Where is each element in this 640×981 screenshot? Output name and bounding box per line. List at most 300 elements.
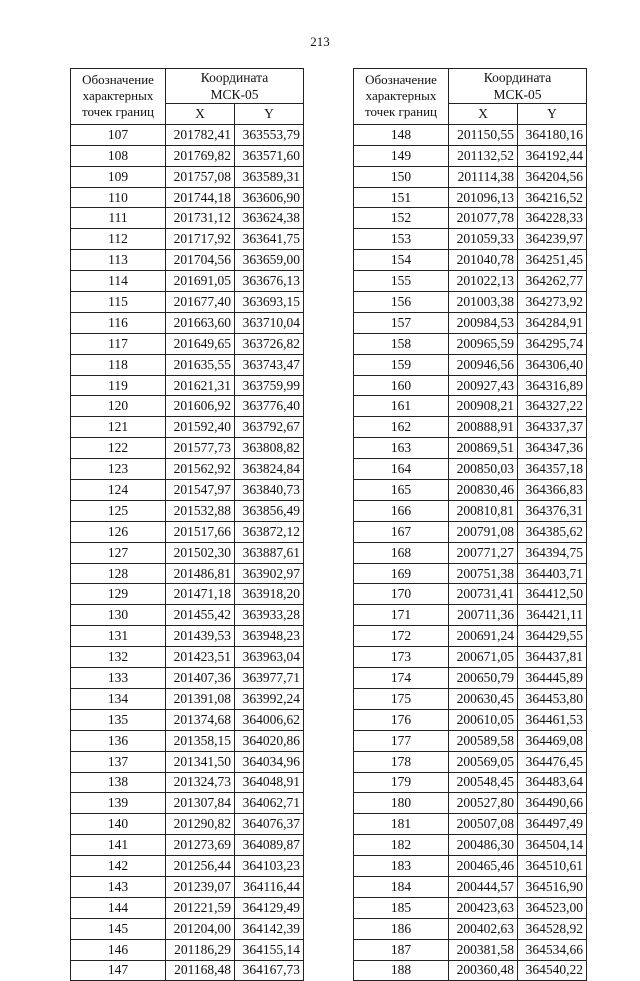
y-cell: 364262,77 — [518, 271, 587, 292]
x-cell: 200402,63 — [449, 918, 518, 939]
x-cell: 200711,36 — [449, 605, 518, 626]
point-id-cell: 148 — [354, 124, 449, 145]
x-cell: 200610,05 — [449, 709, 518, 730]
point-id-cell: 153 — [354, 229, 449, 250]
coordinate-line-1: Координата — [200, 70, 269, 85]
y-cell: 363659,00 — [235, 250, 304, 271]
x-cell: 200486,30 — [449, 835, 518, 856]
point-id-cell: 173 — [354, 647, 449, 668]
point-id-cell: 112 — [71, 229, 166, 250]
table-row — [354, 250, 587, 271]
x-header: X — [449, 104, 518, 125]
y-cell: 363776,40 — [235, 396, 304, 417]
x-cell: 200810,81 — [449, 500, 518, 521]
y-cell: 364403,71 — [518, 563, 587, 584]
x-cell: 201204,00 — [166, 918, 235, 939]
point-id-cell: 178 — [354, 751, 449, 772]
y-cell: 363589,31 — [235, 166, 304, 187]
table-row — [71, 250, 304, 271]
x-cell: 201374,68 — [166, 709, 235, 730]
point-id-cell: 175 — [354, 688, 449, 709]
x-cell: 201502,30 — [166, 542, 235, 563]
y-cell: 364155,14 — [235, 939, 304, 960]
point-id-cell: 142 — [71, 856, 166, 877]
y-cell: 364228,33 — [518, 208, 587, 229]
x-cell: 201150,55 — [449, 124, 518, 145]
point-id-cell: 134 — [71, 688, 166, 709]
table-body-left — [71, 124, 304, 981]
y-cell: 363553,79 — [235, 124, 304, 145]
point-id-cell: 188 — [354, 960, 449, 981]
x-cell: 200360,48 — [449, 960, 518, 981]
x-cell: 201358,15 — [166, 730, 235, 751]
table-row — [71, 208, 304, 229]
y-cell: 364540,22 — [518, 960, 587, 981]
table-row — [354, 542, 587, 563]
table-row — [354, 417, 587, 438]
x-cell: 201239,07 — [166, 876, 235, 897]
point-id-cell: 118 — [71, 354, 166, 375]
y-cell: 364385,62 — [518, 521, 587, 542]
table-row — [71, 145, 304, 166]
x-cell: 201731,12 — [166, 208, 235, 229]
point-id-cell: 160 — [354, 375, 449, 396]
point-id-cell: 187 — [354, 939, 449, 960]
x-cell: 201663,60 — [166, 312, 235, 333]
y-cell: 363710,04 — [235, 312, 304, 333]
point-id-cell: 146 — [71, 939, 166, 960]
y-cell: 364437,81 — [518, 647, 587, 668]
x-cell: 200589,58 — [449, 730, 518, 751]
point-id-cell: 182 — [354, 835, 449, 856]
x-cell: 200671,05 — [449, 647, 518, 668]
table-row — [71, 688, 304, 709]
y-cell: 364516,90 — [518, 876, 587, 897]
x-cell: 201341,50 — [166, 751, 235, 772]
y-cell: 364204,56 — [518, 166, 587, 187]
y-cell: 364316,89 — [518, 375, 587, 396]
x-cell: 200691,24 — [449, 626, 518, 647]
x-cell: 201273,69 — [166, 835, 235, 856]
y-cell: 363571,60 — [235, 145, 304, 166]
y-cell: 364453,80 — [518, 688, 587, 709]
table-row — [354, 709, 587, 730]
table-row — [354, 605, 587, 626]
point-id-cell: 116 — [71, 312, 166, 333]
y-cell: 364103,23 — [235, 856, 304, 877]
point-id-cell: 121 — [71, 417, 166, 438]
x-cell: 201059,33 — [449, 229, 518, 250]
table-row — [354, 793, 587, 814]
x-cell: 201096,13 — [449, 187, 518, 208]
table-row — [354, 500, 587, 521]
table-row — [71, 480, 304, 501]
table-row — [71, 772, 304, 793]
x-cell: 201307,84 — [166, 793, 235, 814]
table-row — [354, 229, 587, 250]
x-cell: 201022,13 — [449, 271, 518, 292]
y-cell: 363887,61 — [235, 542, 304, 563]
x-cell: 201635,55 — [166, 354, 235, 375]
y-cell: 364504,14 — [518, 835, 587, 856]
point-id-cell: 111 — [71, 208, 166, 229]
point-id-cell: 138 — [71, 772, 166, 793]
table-row — [354, 918, 587, 939]
table-row — [354, 876, 587, 897]
y-cell: 364497,49 — [518, 814, 587, 835]
x-cell: 201606,92 — [166, 396, 235, 417]
y-cell: 364469,08 — [518, 730, 587, 751]
point-id-cell: 179 — [354, 772, 449, 793]
x-cell: 200527,80 — [449, 793, 518, 814]
x-cell: 201621,31 — [166, 375, 235, 396]
table-row — [354, 751, 587, 772]
designation-line-3: точек границ — [81, 104, 155, 120]
coordinate-header — [449, 69, 587, 104]
x-cell: 201132,52 — [449, 145, 518, 166]
point-id-cell: 168 — [354, 542, 449, 563]
x-cell: 201003,38 — [449, 292, 518, 313]
x-cell: 200984,53 — [449, 312, 518, 333]
y-cell: 364251,45 — [518, 250, 587, 271]
y-cell: 363792,67 — [235, 417, 304, 438]
designation-line-2: характерных — [365, 88, 437, 104]
y-cell: 364337,37 — [518, 417, 587, 438]
table-row — [354, 772, 587, 793]
x-cell: 201221,59 — [166, 897, 235, 918]
y-cell: 364284,91 — [518, 312, 587, 333]
x-cell: 201324,73 — [166, 772, 235, 793]
y-cell: 363872,12 — [235, 521, 304, 542]
point-id-cell: 109 — [71, 166, 166, 187]
x-cell: 200507,08 — [449, 814, 518, 835]
point-id-cell: 107 — [71, 124, 166, 145]
y-cell: 363726,82 — [235, 333, 304, 354]
table-row — [71, 835, 304, 856]
y-cell: 363902,97 — [235, 563, 304, 584]
point-id-cell: 170 — [354, 584, 449, 605]
y-cell: 364216,52 — [518, 187, 587, 208]
point-id-cell: 115 — [71, 292, 166, 313]
table-row — [71, 333, 304, 354]
point-id-cell: 162 — [354, 417, 449, 438]
table-row — [71, 897, 304, 918]
y-cell: 363808,82 — [235, 438, 304, 459]
table-row — [71, 918, 304, 939]
x-cell: 200381,58 — [449, 939, 518, 960]
x-cell: 201186,29 — [166, 939, 235, 960]
x-cell: 200548,45 — [449, 772, 518, 793]
table-body-right — [354, 124, 587, 981]
y-cell: 364534,66 — [518, 939, 587, 960]
y-cell: 364490,66 — [518, 793, 587, 814]
table-row — [71, 856, 304, 877]
table-row — [71, 814, 304, 835]
table-row — [71, 730, 304, 751]
point-id-cell: 151 — [354, 187, 449, 208]
y-cell: 364429,55 — [518, 626, 587, 647]
y-cell: 363933,28 — [235, 605, 304, 626]
y-cell: 364089,87 — [235, 835, 304, 856]
y-cell: 364116,44 — [235, 876, 304, 897]
y-header: Y — [518, 104, 587, 125]
y-cell: 363606,90 — [235, 187, 304, 208]
point-id-cell: 159 — [354, 354, 449, 375]
x-cell: 201486,81 — [166, 563, 235, 584]
x-cell: 200888,91 — [449, 417, 518, 438]
point-id-cell: 108 — [71, 145, 166, 166]
y-cell: 364510,61 — [518, 856, 587, 877]
x-header: X — [166, 104, 235, 125]
table-row — [354, 668, 587, 689]
y-cell: 363624,38 — [235, 208, 304, 229]
point-id-cell: 164 — [354, 459, 449, 480]
x-cell: 200569,05 — [449, 751, 518, 772]
x-cell: 201757,08 — [166, 166, 235, 187]
x-cell: 200650,79 — [449, 668, 518, 689]
y-cell: 364476,45 — [518, 751, 587, 772]
x-cell: 200771,27 — [449, 542, 518, 563]
y-cell: 363824,84 — [235, 459, 304, 480]
coordinates-table-right — [353, 68, 587, 981]
y-cell: 363977,71 — [235, 668, 304, 689]
x-cell: 201649,65 — [166, 333, 235, 354]
point-id-cell: 129 — [71, 584, 166, 605]
x-cell: 200731,41 — [449, 584, 518, 605]
coordinate-line-2: МСК-05 — [493, 87, 542, 102]
designation-line-2: характерных — [82, 88, 154, 104]
y-cell: 364357,18 — [518, 459, 587, 480]
x-cell: 201782,41 — [166, 124, 235, 145]
point-id-cell: 186 — [354, 918, 449, 939]
point-id-cell: 140 — [71, 814, 166, 835]
x-cell: 201040,78 — [449, 250, 518, 271]
table-row — [71, 751, 304, 772]
point-id-cell: 165 — [354, 480, 449, 501]
table-row — [354, 856, 587, 877]
point-id-cell: 144 — [71, 897, 166, 918]
designation-line-1: Обозначение — [365, 72, 437, 88]
y-cell: 364394,75 — [518, 542, 587, 563]
table-row — [71, 438, 304, 459]
point-id-cell: 167 — [354, 521, 449, 542]
designation-line-1: Обозначение — [82, 72, 154, 88]
table-row — [71, 229, 304, 250]
table-row — [354, 271, 587, 292]
point-id-cell: 180 — [354, 793, 449, 814]
point-id-cell: 185 — [354, 897, 449, 918]
table-row — [354, 939, 587, 960]
y-cell: 364239,97 — [518, 229, 587, 250]
x-cell: 201592,40 — [166, 417, 235, 438]
table-row — [354, 960, 587, 981]
table-row — [71, 709, 304, 730]
x-cell: 201407,36 — [166, 668, 235, 689]
point-id-cell: 124 — [71, 480, 166, 501]
designation-header — [71, 69, 166, 125]
point-id-cell: 149 — [354, 145, 449, 166]
table-row — [71, 647, 304, 668]
point-id-cell: 158 — [354, 333, 449, 354]
table-row — [354, 459, 587, 480]
table-row — [354, 563, 587, 584]
y-cell: 364528,92 — [518, 918, 587, 939]
y-cell: 364412,50 — [518, 584, 587, 605]
x-cell: 201677,40 — [166, 292, 235, 313]
point-id-cell: 135 — [71, 709, 166, 730]
point-id-cell: 133 — [71, 668, 166, 689]
point-id-cell: 120 — [71, 396, 166, 417]
x-cell: 201471,18 — [166, 584, 235, 605]
point-id-cell: 181 — [354, 814, 449, 835]
y-cell: 364483,64 — [518, 772, 587, 793]
x-cell: 200927,43 — [449, 375, 518, 396]
table-row — [354, 145, 587, 166]
x-cell: 201769,82 — [166, 145, 235, 166]
table-row — [354, 814, 587, 835]
x-cell: 201256,44 — [166, 856, 235, 877]
y-cell: 363840,73 — [235, 480, 304, 501]
point-id-cell: 163 — [354, 438, 449, 459]
table-row — [71, 793, 304, 814]
y-cell: 364006,62 — [235, 709, 304, 730]
y-cell: 364273,92 — [518, 292, 587, 313]
x-cell: 201423,51 — [166, 647, 235, 668]
x-cell: 200869,51 — [449, 438, 518, 459]
table-row — [354, 688, 587, 709]
x-cell: 201168,48 — [166, 960, 235, 981]
point-id-cell: 154 — [354, 250, 449, 271]
x-cell: 200630,45 — [449, 688, 518, 709]
x-cell: 200965,59 — [449, 333, 518, 354]
point-id-cell: 119 — [71, 375, 166, 396]
x-cell: 201577,73 — [166, 438, 235, 459]
y-cell: 363743,47 — [235, 354, 304, 375]
table-row — [354, 480, 587, 501]
table-row — [71, 542, 304, 563]
table-row — [71, 396, 304, 417]
table-row — [71, 563, 304, 584]
table-row — [354, 187, 587, 208]
table-row — [71, 960, 304, 981]
designation-line-3: точек границ — [364, 104, 438, 120]
table-row — [71, 521, 304, 542]
table-row — [71, 584, 304, 605]
table-row — [71, 187, 304, 208]
x-cell: 200791,08 — [449, 521, 518, 542]
point-id-cell: 126 — [71, 521, 166, 542]
point-id-cell: 141 — [71, 835, 166, 856]
y-cell: 364523,00 — [518, 897, 587, 918]
y-header: Y — [235, 104, 304, 125]
x-cell: 200444,57 — [449, 876, 518, 897]
table-row — [71, 271, 304, 292]
table-row — [354, 166, 587, 187]
table-row — [71, 375, 304, 396]
table-row — [354, 333, 587, 354]
y-cell: 364192,44 — [518, 145, 587, 166]
table-row — [71, 124, 304, 145]
y-cell: 364366,83 — [518, 480, 587, 501]
point-id-cell: 137 — [71, 751, 166, 772]
point-id-cell: 139 — [71, 793, 166, 814]
point-id-cell: 184 — [354, 876, 449, 897]
point-id-cell: 123 — [71, 459, 166, 480]
x-cell: 201517,66 — [166, 521, 235, 542]
point-id-cell: 183 — [354, 856, 449, 877]
point-id-cell: 117 — [71, 333, 166, 354]
y-cell: 364421,11 — [518, 605, 587, 626]
table-row — [354, 354, 587, 375]
point-id-cell: 169 — [354, 563, 449, 584]
y-cell: 364142,39 — [235, 918, 304, 939]
y-cell: 363856,49 — [235, 500, 304, 521]
point-id-cell: 171 — [354, 605, 449, 626]
y-cell: 363693,15 — [235, 292, 304, 313]
x-cell: 200946,56 — [449, 354, 518, 375]
x-cell: 201532,88 — [166, 500, 235, 521]
point-id-cell: 136 — [71, 730, 166, 751]
table-row — [354, 730, 587, 751]
point-id-cell: 130 — [71, 605, 166, 626]
y-cell: 364020,86 — [235, 730, 304, 751]
table-row — [354, 521, 587, 542]
point-id-cell: 174 — [354, 668, 449, 689]
table-row — [71, 354, 304, 375]
x-cell: 201562,92 — [166, 459, 235, 480]
y-cell: 363948,23 — [235, 626, 304, 647]
point-id-cell: 122 — [71, 438, 166, 459]
y-cell: 364295,74 — [518, 333, 587, 354]
table-row — [71, 876, 304, 897]
table-row — [354, 835, 587, 856]
point-id-cell: 131 — [71, 626, 166, 647]
point-id-cell: 110 — [71, 187, 166, 208]
x-cell: 201744,18 — [166, 187, 235, 208]
table-row — [354, 292, 587, 313]
y-cell: 363963,04 — [235, 647, 304, 668]
table-row — [354, 396, 587, 417]
table-row — [71, 459, 304, 480]
coordinate-header — [166, 69, 304, 104]
y-cell: 363676,13 — [235, 271, 304, 292]
point-id-cell: 156 — [354, 292, 449, 313]
table-row — [71, 292, 304, 313]
table-row — [71, 500, 304, 521]
coordinate-line-1: Координата — [483, 70, 552, 85]
x-cell: 201691,05 — [166, 271, 235, 292]
x-cell: 201547,97 — [166, 480, 235, 501]
point-id-cell: 145 — [71, 918, 166, 939]
designation-header — [354, 69, 449, 125]
point-id-cell: 155 — [354, 271, 449, 292]
y-cell: 363759,99 — [235, 375, 304, 396]
point-id-cell: 166 — [354, 500, 449, 521]
x-cell: 201455,42 — [166, 605, 235, 626]
point-id-cell: 157 — [354, 312, 449, 333]
y-cell: 364306,40 — [518, 354, 587, 375]
table-row — [354, 584, 587, 605]
x-cell: 200751,38 — [449, 563, 518, 584]
table-row — [354, 375, 587, 396]
y-cell: 363641,75 — [235, 229, 304, 250]
table-row — [354, 438, 587, 459]
x-cell: 200423,63 — [449, 897, 518, 918]
coordinate-line-2: МСК-05 — [210, 87, 259, 102]
coordinates-table-left — [70, 68, 304, 981]
y-cell: 364376,31 — [518, 500, 587, 521]
table-row — [354, 208, 587, 229]
